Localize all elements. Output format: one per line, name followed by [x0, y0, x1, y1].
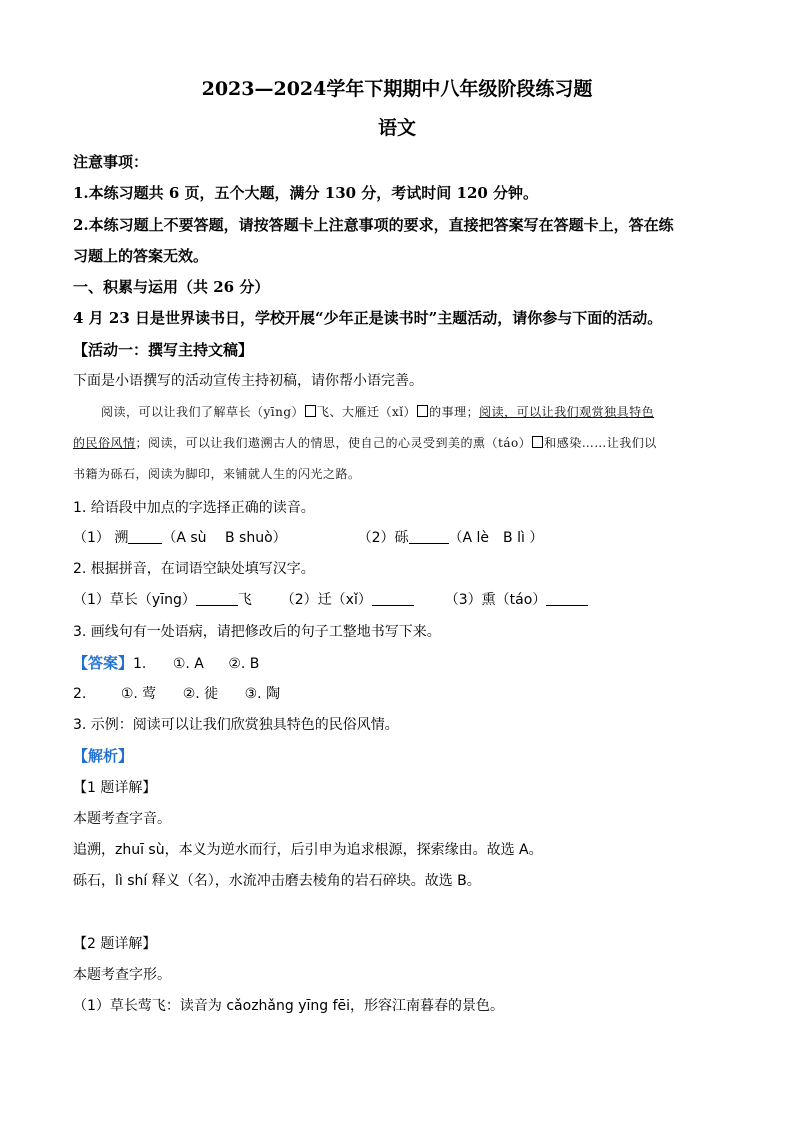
- q2-part3: （3）熏（táo）: [444, 592, 547, 608]
- document-title: 2023—2024学年下期期中八年级阶段练习题: [201, 78, 593, 100]
- q1-part2-options: （A lè B lì ）: [448, 530, 544, 546]
- q1-part1-options: （A sù B shuò）: [162, 530, 287, 546]
- answer-2-2: ②. 徙: [182, 686, 219, 702]
- passage-text: 飞、大雁迁（xǐ）: [317, 405, 417, 419]
- activity-heading: 【活动一：撰写主持文稿】: [73, 341, 254, 359]
- answer-3: 3. 示例：阅读可以让我们欣赏独具特色的民俗风情。: [73, 717, 399, 733]
- passage-text: 阅读，可以让我们了解草长（yīng）: [101, 405, 305, 419]
- detail-1-line-1: 追溯，zhuī sù，本义为逆水而行，后引申为追求根源，探索缘由。故选 A。: [73, 842, 543, 858]
- blank-box: [305, 405, 316, 417]
- answer-blank: [372, 593, 414, 606]
- detail-1-heading: 【1 题详解】: [73, 780, 157, 796]
- detail-2-text: 本题考查字形。: [73, 967, 171, 983]
- passage-line-3: 书籍为砾石，阅读为脚印，来铺就人生的闪光之路。: [73, 467, 361, 481]
- underlined-sentence: 的民俗风情: [73, 436, 136, 450]
- answer-2-1: ①. 莺: [120, 686, 157, 702]
- question-2-blanks: [73, 589, 588, 609]
- notice-item-1: 1.本练习题共 6 页，五个大题，满分 130 分，考试时间 120 分钟。: [73, 184, 539, 202]
- answer-blank: [409, 531, 449, 544]
- activity-description: 下面是小语撰写的活动宣传主持初稿，请你帮小语完善。: [73, 373, 423, 389]
- answer-1-number: 1.: [133, 656, 147, 672]
- answer-1-2: ②. B: [228, 656, 260, 672]
- question-1: 1. 给语段中加点的字选择正确的读音。: [73, 500, 315, 516]
- subject-title: 语文: [377, 117, 416, 139]
- question-1-options: [73, 527, 543, 547]
- analysis-tag: 【解析】: [73, 747, 134, 765]
- question-2: 2. 根据拼音，在词语空缺处填写汉字。: [73, 561, 315, 577]
- answer-row-1: [73, 652, 259, 673]
- answer-tag: 【答案】: [73, 654, 134, 672]
- passage-text: 的事理；: [429, 405, 480, 419]
- blank-box: [532, 436, 543, 448]
- section-heading: 一、积累与运用（共 26 分）: [73, 278, 270, 296]
- underlined-sentence: 阅读，可以让我们观赏独具特色: [479, 405, 655, 419]
- section-intro: 4 月 23 日是世界读书日，学校开展“少年正是读书时”主题活动，请你参与下面的活动。: [73, 309, 663, 327]
- q1-part2-label: （2）砾: [357, 530, 409, 546]
- answer-blank: [128, 531, 162, 544]
- passage-text: 和感染……让我们以: [544, 436, 657, 450]
- detail-2-line-1: （1）草长莺飞：读音为 cǎozhǎng yīng fēi，形容江南暮春的景色。: [73, 998, 505, 1014]
- answer-2-number: 2.: [73, 686, 87, 702]
- q2-part1-end: 飞: [237, 592, 252, 608]
- answer-2-3: ③. 陶: [244, 686, 281, 702]
- detail-1-line-2: 砾石，lì shí 释义（名），水流冲击磨去棱角的岩石碎块。故选 B。: [73, 873, 481, 889]
- answer-blank: [546, 593, 588, 606]
- notice-item-2b: 习题上的答案无效。: [73, 247, 209, 265]
- notice-heading: 注意事项：: [73, 153, 149, 171]
- detail-2-heading: 【2 题详解】: [73, 936, 157, 952]
- q2-part2: （2）迁（xǐ）: [280, 592, 372, 608]
- passage-text: ；阅读，可以让我们遨溯古人的情思，使自己的心灵受到美的熏（táo）: [135, 436, 532, 450]
- answer-row-2: [73, 683, 280, 703]
- answer-1-1: ①. A: [172, 656, 204, 672]
- passage-line-1: [101, 403, 654, 420]
- question-3: 3. 画线句有一处语病，请把修改后的句子工整地书写下来。: [73, 624, 441, 640]
- q2-part1: （1）草长（yīng）: [73, 592, 196, 608]
- notice-item-2a: 2.本练习题上不要答题，请按答题卡上注意事项的要求，直接把答案写在答题卡上，答在练: [73, 216, 674, 234]
- answer-blank: [196, 593, 238, 606]
- q1-part1-label: （1） 溯: [73, 530, 129, 546]
- blank-box: [417, 405, 428, 417]
- detail-1-text: 本题考查字音。: [73, 811, 171, 827]
- passage-line-2: [73, 434, 657, 451]
